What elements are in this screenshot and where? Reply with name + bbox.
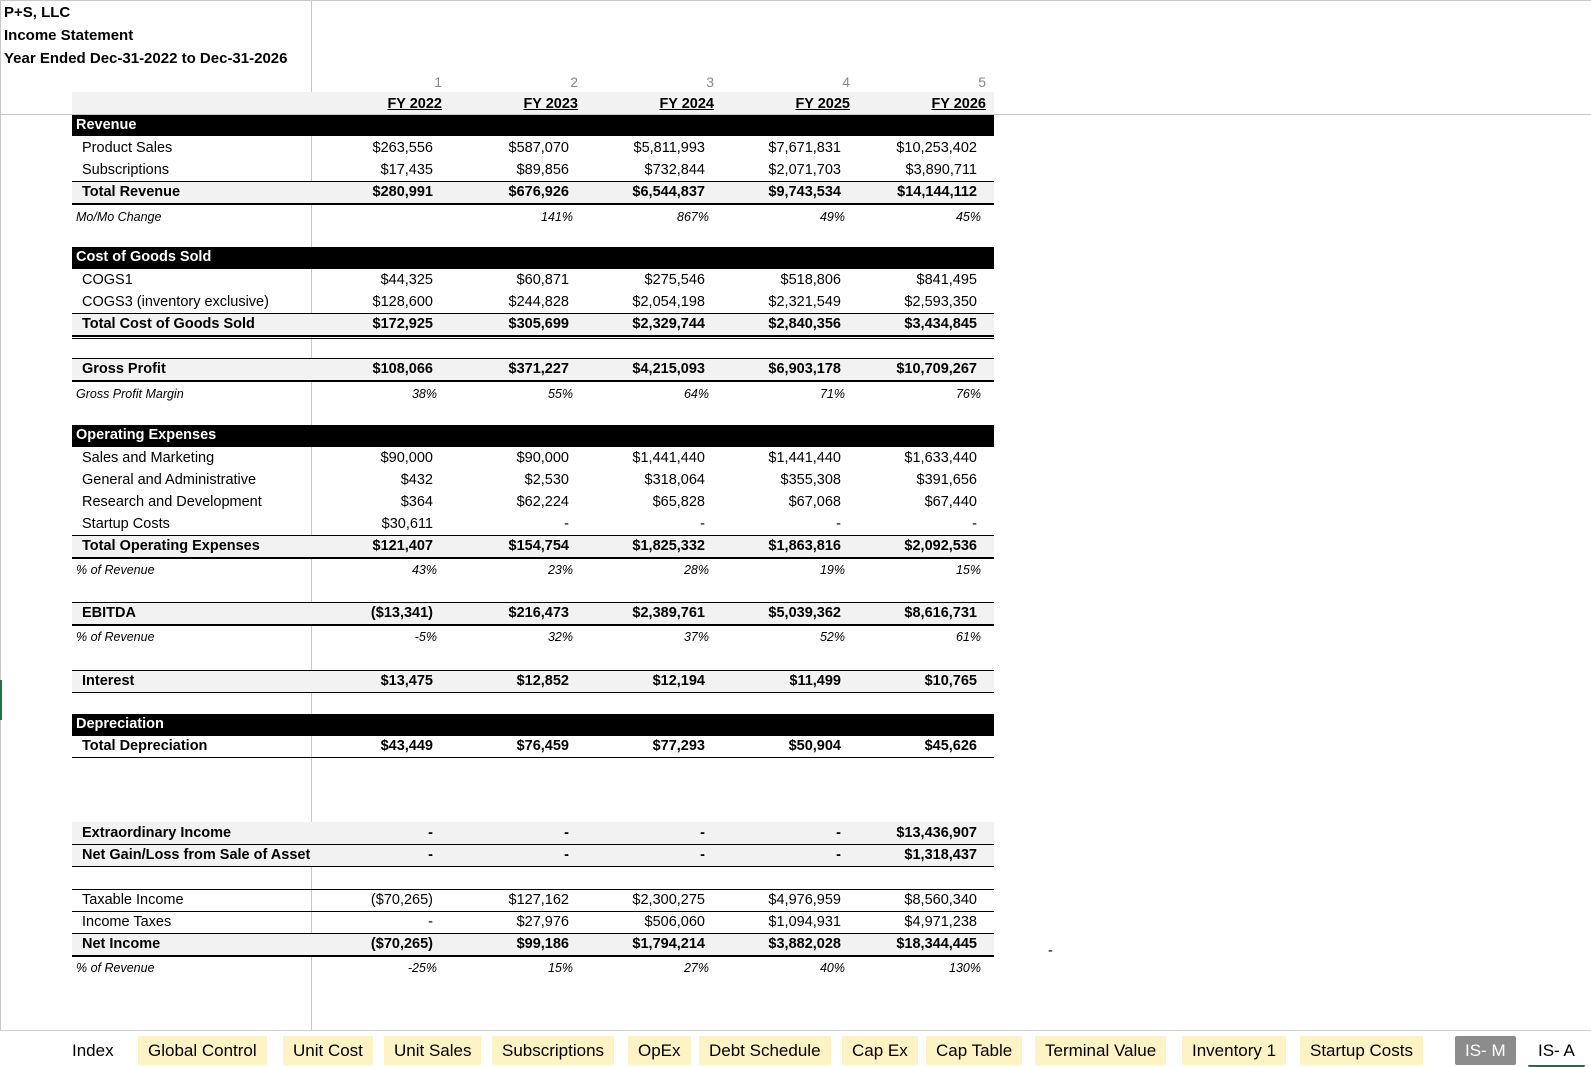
value-cell[interactable]: -: [972, 516, 977, 532]
row-label-r-and-d: Research and Development: [82, 494, 262, 510]
sheet-tab-unit-sales[interactable]: Unit Sales: [384, 1036, 481, 1065]
section-label-revenue: Revenue: [76, 117, 137, 133]
value-cell[interactable]: $62,224: [516, 494, 569, 510]
section-band-depreciation: [72, 714, 994, 735]
row-label-total-opex: Total Operating Expenses: [82, 538, 260, 554]
statement-period: Year Ended Dec-31-2022 to Dec-31-2026: [4, 50, 288, 67]
value-cell[interactable]: $7,671,831: [768, 140, 841, 156]
value-cell[interactable]: $90,000: [516, 450, 569, 466]
value-cell[interactable]: 19%: [819, 563, 845, 577]
sheet-tab-is-a[interactable]: IS- A: [1528, 1036, 1585, 1067]
value-cell[interactable]: 40%: [819, 961, 845, 975]
row-border: [72, 380, 994, 382]
sheet-tab-is-m[interactable]: IS- M: [1455, 1036, 1516, 1065]
value-cell[interactable]: $121,407: [372, 538, 433, 554]
value-cell[interactable]: $587,070: [508, 140, 569, 156]
section-label-opex: Operating Expenses: [76, 427, 217, 443]
row-label-interest: Interest: [82, 673, 135, 689]
value-cell[interactable]: 64%: [683, 387, 709, 401]
value-cell[interactable]: $30,611: [381, 516, 433, 532]
value-cell[interactable]: $2,071,703: [768, 162, 841, 178]
value-cell[interactable]: $432: [400, 472, 433, 488]
row-label-ebitda: EBITDA: [82, 605, 136, 621]
value-cell[interactable]: -: [700, 825, 705, 841]
value-cell[interactable]: $8,616,731: [904, 605, 977, 621]
value-cell[interactable]: $27,976: [516, 914, 569, 930]
value-cell[interactable]: $371,227: [508, 361, 569, 377]
value-cell[interactable]: $275,546: [644, 272, 705, 288]
value-cell[interactable]: -: [564, 847, 569, 863]
value-cell[interactable]: $10,253,402: [896, 140, 977, 156]
fiscal-year-header[interactable]: FY 2024: [659, 96, 714, 112]
section-label-cogs: Cost of Goods Sold: [76, 249, 212, 265]
value-cell[interactable]: 52%: [819, 630, 845, 644]
sheet-tab-debt-schedule[interactable]: Debt Schedule: [699, 1036, 831, 1065]
value-cell[interactable]: 130%: [949, 961, 981, 975]
section-band-cogs: [72, 247, 994, 268]
value-cell[interactable]: $4,976,959: [768, 892, 841, 908]
value-cell[interactable]: $4,971,238: [904, 914, 977, 930]
value-cell[interactable]: $99,186: [516, 936, 569, 952]
value-cell[interactable]: 37%: [683, 630, 709, 644]
row-border: [72, 338, 994, 339]
value-cell[interactable]: $2,092,536: [904, 538, 977, 554]
sheet-tab-subscriptions[interactable]: Subscriptions: [492, 1036, 614, 1065]
value-cell[interactable]: $43,449: [380, 738, 433, 754]
sheet-tab-unit-cost[interactable]: Unit Cost: [283, 1036, 373, 1065]
row-label-subscriptions: Subscriptions: [82, 162, 170, 178]
sheet-tab-cap-ex[interactable]: Cap Ex: [842, 1036, 918, 1065]
value-cell[interactable]: -: [836, 847, 841, 863]
sheet-tab-cap-table[interactable]: Cap Table: [926, 1036, 1022, 1065]
row-border: [72, 135, 994, 136]
value-cell[interactable]: $17,435: [380, 162, 433, 178]
column-number: 5: [978, 74, 986, 90]
value-cell[interactable]: $355,308: [780, 472, 841, 488]
value-cell[interactable]: $108,066: [372, 361, 433, 377]
value-cell[interactable]: $676,926: [508, 184, 569, 200]
row-label-net-income: Net Income: [82, 936, 161, 952]
row-label-extraordinary-income: Extraordinary Income: [82, 825, 232, 841]
fiscal-year-header[interactable]: FY 2025: [795, 96, 850, 112]
row-border: [72, 757, 994, 758]
row-label-gross-margin: Gross Profit Margin: [76, 387, 184, 401]
sheet-left-border: [0, 0, 1, 1030]
value-cell[interactable]: $76,459: [516, 738, 569, 754]
value-cell[interactable]: $14,144,112: [897, 184, 977, 200]
value-cell[interactable]: -: [564, 825, 569, 841]
value-cell[interactable]: $305,699: [508, 316, 569, 332]
row-border: [72, 955, 994, 957]
value-cell[interactable]: $13,436,907: [896, 825, 977, 841]
value-cell[interactable]: ($70,265): [370, 936, 433, 952]
row-label-total-depreciation: Total Depreciation: [82, 738, 208, 754]
sheet-tab-bar: [0, 1030, 1591, 1066]
value-cell[interactable]: 23%: [547, 563, 573, 577]
value-cell[interactable]: ($13,341): [370, 605, 433, 621]
value-cell[interactable]: $10,709,267: [896, 361, 977, 377]
value-cell[interactable]: $2,530: [524, 472, 569, 488]
value-cell[interactable]: $1,094,931: [768, 914, 841, 930]
value-cell[interactable]: $1,633,440: [904, 450, 977, 466]
value-cell[interactable]: 49%: [819, 210, 845, 224]
value-cell[interactable]: $60,871: [516, 272, 569, 288]
value-cell[interactable]: $12,852: [516, 673, 569, 689]
value-cell[interactable]: $2,321,549: [768, 294, 841, 310]
row-label-total-revenue: Total Revenue: [82, 184, 181, 200]
value-cell[interactable]: $67,068: [788, 494, 841, 510]
sheet-tab-opex[interactable]: OpEx: [628, 1036, 691, 1065]
row-label-taxable-income: Taxable Income: [82, 892, 184, 908]
row-border: [72, 268, 994, 269]
value-cell[interactable]: $50,904: [788, 738, 841, 754]
value-cell[interactable]: $44,325: [380, 272, 433, 288]
row-border: [72, 446, 994, 447]
value-cell[interactable]: $1,318,437: [904, 847, 977, 863]
value-cell[interactable]: $12,194: [652, 673, 705, 689]
value-cell[interactable]: $2,329,744: [632, 316, 705, 332]
section-band-opex: [72, 425, 994, 446]
value-cell[interactable]: 15%: [547, 961, 573, 975]
value-cell[interactable]: $8,560,340: [904, 892, 977, 908]
value-cell[interactable]: $2,300,275: [632, 892, 705, 908]
value-cell[interactable]: -: [700, 516, 705, 532]
fiscal-year-header[interactable]: FY 2023: [523, 96, 578, 112]
value-cell[interactable]: $2,054,198: [632, 294, 705, 310]
value-cell[interactable]: $732,844: [644, 162, 705, 178]
section-label-depreciation: Depreciation: [76, 716, 164, 732]
sheet-tab-terminal-value[interactable]: Terminal Value: [1035, 1036, 1166, 1065]
value-cell[interactable]: $216,473: [508, 605, 569, 621]
value-cell[interactable]: $506,060: [644, 914, 705, 930]
value-cell[interactable]: $364: [400, 494, 433, 510]
value-cell[interactable]: $318,064: [644, 472, 705, 488]
value-cell[interactable]: 27%: [683, 961, 709, 975]
row-border: [72, 335, 994, 337]
value-cell[interactable]: $1,794,214: [632, 936, 705, 952]
value-cell[interactable]: $5,811,993: [633, 140, 705, 156]
fiscal-year-header[interactable]: FY 2022: [387, 96, 442, 112]
value-cell[interactable]: $45,626: [924, 738, 977, 754]
value-cell[interactable]: $6,544,837: [632, 184, 705, 200]
value-cell[interactable]: -25%: [407, 961, 437, 975]
value-cell[interactable]: 141%: [541, 210, 573, 224]
fiscal-year-header[interactable]: FY 2026: [931, 96, 986, 112]
value-cell[interactable]: 61%: [955, 630, 981, 644]
value-cell[interactable]: -: [428, 847, 433, 863]
sheet-top-border: [0, 0, 1591, 1]
row-border: [72, 624, 994, 626]
value-cell[interactable]: 867%: [677, 210, 709, 224]
value-cell[interactable]: $1,825,332: [632, 538, 705, 554]
statement-title: Income Statement: [4, 27, 134, 44]
value-cell[interactable]: $391,656: [916, 472, 977, 488]
value-cell[interactable]: -: [564, 516, 569, 532]
value-cell[interactable]: $77,293: [652, 738, 705, 754]
value-cell[interactable]: $1,863,816: [768, 538, 841, 554]
value-cell[interactable]: -: [836, 516, 841, 532]
row-border: [72, 557, 994, 559]
row-label-cogs1: COGS1: [82, 272, 133, 288]
value-cell[interactable]: $67,440: [924, 494, 977, 510]
value-cell[interactable]: 38%: [411, 387, 437, 401]
column-number: 2: [570, 74, 578, 90]
value-cell[interactable]: 43%: [411, 563, 437, 577]
value-cell[interactable]: 45%: [955, 210, 981, 224]
value-cell[interactable]: -: [700, 847, 705, 863]
value-cell[interactable]: $65,828: [652, 494, 705, 510]
value-cell[interactable]: $13,475: [380, 673, 433, 689]
value-cell[interactable]: $90,000: [380, 450, 433, 466]
row-label-sales-marketing: Sales and Marketing: [82, 450, 215, 466]
value-cell[interactable]: $280,991: [372, 184, 433, 200]
value-cell[interactable]: -: [428, 914, 433, 930]
value-cell[interactable]: $154,754: [508, 538, 569, 554]
row-label-startup-costs: Startup Costs: [82, 516, 170, 532]
value-cell[interactable]: 28%: [683, 563, 709, 577]
value-cell[interactable]: 71%: [819, 387, 845, 401]
row-label-g-and-a: General and Administrative: [82, 472, 257, 488]
section-band-revenue: [72, 115, 994, 136]
value-cell[interactable]: $10,765: [924, 673, 977, 689]
value-cell[interactable]: $172,925: [372, 316, 433, 332]
row-border: [72, 203, 994, 205]
value-cell[interactable]: $2,840,356: [768, 316, 841, 332]
column-number: 3: [706, 74, 714, 90]
value-cell[interactable]: $89,856: [516, 162, 569, 178]
row-label-gain-loss-assets: Net Gain/Loss from Sale of Asset: [82, 847, 311, 863]
row-label-net-income-pct: % of Revenue: [76, 961, 155, 975]
value-cell[interactable]: $3,434,845: [904, 316, 977, 332]
row-border: [72, 692, 994, 693]
value-cell[interactable]: $2,389,761: [632, 605, 705, 621]
row-label-mo-change: Mo/Mo Change: [76, 210, 162, 224]
column-number: 1: [434, 74, 442, 90]
value-cell[interactable]: $6,903,178: [768, 361, 841, 377]
value-cell[interactable]: $4,215,093: [632, 361, 705, 377]
value-cell[interactable]: 32%: [547, 630, 573, 644]
value-cell[interactable]: 55%: [547, 387, 573, 401]
value-cell[interactable]: -: [428, 825, 433, 841]
value-cell[interactable]: $11,499: [789, 673, 841, 689]
value-cell[interactable]: $263,556: [372, 140, 433, 156]
value-cell[interactable]: $127,162: [508, 892, 569, 908]
value-cell[interactable]: $518,806: [780, 272, 841, 288]
value-cell[interactable]: $244,828: [508, 294, 569, 310]
value-cell[interactable]: 15%: [955, 563, 981, 577]
value-cell[interactable]: -5%: [414, 630, 437, 644]
value-cell[interactable]: $3,890,711: [905, 162, 977, 178]
row-border: [72, 866, 994, 867]
row-label-total-cogs: Total Cost of Goods Sold: [82, 316, 255, 332]
value-cell[interactable]: $128,600: [372, 294, 433, 310]
value-cell[interactable]: $2,593,350: [904, 294, 977, 310]
value-cell[interactable]: $1,441,440: [632, 450, 705, 466]
value-cell[interactable]: -: [836, 825, 841, 841]
column-number: 4: [842, 74, 850, 90]
value-cell[interactable]: ($70,265): [370, 892, 433, 908]
row-label-cogs3: COGS3 (inventory exclusive): [82, 294, 269, 310]
row-label-opex-pct: % of Revenue: [76, 563, 155, 577]
value-cell[interactable]: $1,441,440: [768, 450, 841, 466]
sheet-tab-inventory-1[interactable]: Inventory 1: [1182, 1036, 1286, 1065]
value-cell[interactable]: $18,344,445: [896, 936, 977, 952]
row-label-ebitda-pct: % of Revenue: [76, 630, 155, 644]
stray-dash: -: [1048, 943, 1053, 959]
sheet-tab-startup-costs[interactable]: Startup Costs: [1300, 1036, 1423, 1065]
value-cell[interactable]: $3,882,028: [768, 936, 841, 952]
row-label-income-taxes: Income Taxes: [82, 914, 172, 930]
value-cell[interactable]: $841,495: [916, 272, 977, 288]
sheet-tab-index[interactable]: Index: [62, 1036, 124, 1065]
sheet-tab-global-control[interactable]: Global Control: [138, 1036, 267, 1065]
row-label-product-sales: Product Sales: [82, 140, 173, 156]
value-cell[interactable]: $5,039,362: [768, 605, 841, 621]
company-name: P+S, LLC: [4, 4, 71, 21]
value-cell[interactable]: $9,743,534: [768, 184, 841, 200]
row-label-gross-profit: Gross Profit: [82, 361, 166, 377]
value-cell[interactable]: 76%: [955, 387, 981, 401]
row-selection-marker: [0, 680, 2, 720]
